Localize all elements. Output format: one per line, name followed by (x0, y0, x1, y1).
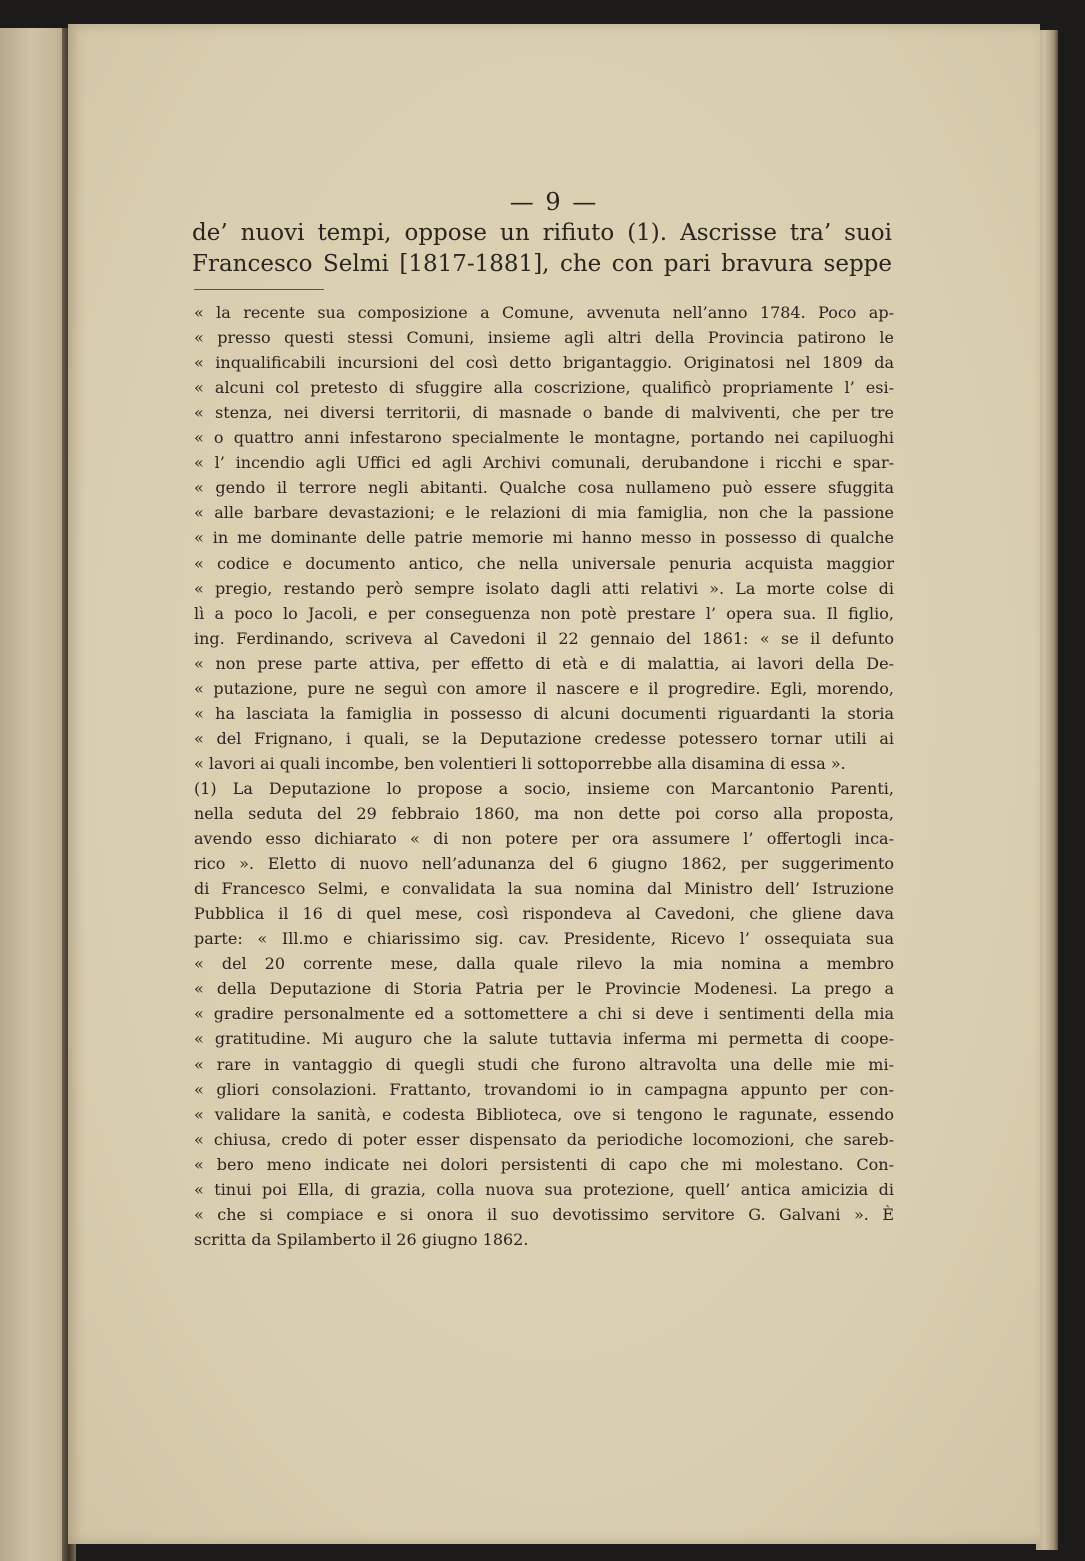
footnote-line: « l’ incendio agli Uffici ed agli Archivi comunali, derubandone i ricchi e spar- (194, 453, 894, 473)
footnote-line: « del Frignano, i quali, se la Deputazione credesse potessero tornar utili ai (194, 728, 894, 748)
footnote-line: parte: « Ill.mo e chiarissimo sig. cav. Presidente, Ricevo l’ ossequiata sua (194, 929, 894, 949)
footnote-line: « alle barbare devastazioni; e le relazioni di mia famiglia, non che la passione (194, 503, 894, 523)
footnote-line: « gliori consolazioni. Frattanto, trovandomi io in campagna appunto per con- (194, 1079, 894, 1099)
footnote-line: « ha lasciata la famiglia in possesso di alcuni documenti riguardanti la storia (194, 703, 894, 723)
footnote-line: di Francesco Selmi, e convalidata la sua nomina dal Ministro dell’ Istruzione (194, 879, 894, 899)
footnote-line: « presso questi stessi Comuni, insieme agli altri della Provincia patirono le (194, 328, 894, 348)
footnote-line: avendo esso dichiarato « di non potere per ora assumere l’ offertogli inca- (194, 829, 894, 849)
footnote-line: « putazione, pure ne seguì con amore il nascere e il progredire. Egli, morendo, (194, 678, 894, 698)
footnote-line: nella seduta del 29 febbraio 1860, ma non dette poi corso alla proposta, (194, 804, 894, 823)
footnote-line: « tinui poi Ella, di grazia, colla nuova sua protezione, quell’ antica amicizia di (194, 1179, 894, 1199)
footnote-line: « inqualificabili incursioni del così detto brigantaggio. Originatosi nel 1809 da (194, 353, 894, 373)
footnote-line: « stenza, nei diversi territorii, di masnade o bande di malviventi, che per tre (194, 403, 894, 423)
footnote-line: « codice e documento antico, che nella universale penuria acquista maggior (194, 553, 894, 573)
footnote-line: Pubblica il 16 di quel mese, così rispondeva al Cavedoni, che gliene dava (194, 904, 894, 924)
footnote-line: ing. Ferdinando, scriveva al Cavedoni il 22 gennaio del 1861: « se il defunto (194, 628, 894, 648)
footnote-line: « della Deputazione di Storia Patria per le Provincie Modenesi. La prego a (194, 979, 894, 999)
footnote-line: « rare in vantaggio di quegli studi che furono altravolta una delle mie mi- (194, 1054, 894, 1074)
footnote-line: « la recente sua composizione a Comune, avvenuta nell’anno 1784. Poco ap- (194, 303, 894, 322)
footnote-line: « pregio, restando però sempre isolato dagli atti relativi ». La morte colse di (194, 578, 894, 598)
footnote-line: « chiusa, credo di poter esser dispensato da periodiche locomozioni, che sareb- (194, 1129, 894, 1149)
footnote-line: lì a poco lo Jacoli, e per conseguenza non potè prestare l’ opera sua. Il figlio, (194, 603, 894, 623)
footnote-line: « gendo il terrore negli abitanti. Qualche cosa nullameno può essere sfuggita (194, 478, 894, 498)
footnote-line: « alcuni col pretesto di sfuggire alla coscrizione, qualificò propriamente l’ esi- (194, 378, 894, 398)
page-number: — 9 — (509, 188, 599, 216)
footnote-line: « non prese parte attiva, per effetto di età e di malattia, ai lavori della De- (194, 653, 894, 673)
footnote-line: rico ». Eletto di nuovo nell’adunanza del 6 giugno 1862, per suggerimento (194, 854, 894, 874)
footnote-line: « bero meno indicate nei dolori persistenti di capo che mi molestano. Con- (194, 1154, 894, 1174)
main-text-line: de’ nuovi tempi, oppose un rifiuto (1). Ascrisse tra’ suoi (192, 220, 892, 246)
footnote-line: « gradire personalmente ed a sottomettere a chi si deve i sentimenti della mia (194, 1004, 894, 1024)
footnote-line: « lavori ai quali incombe, ben volentieri li sottoporrebbe alla disamina di essa ». (194, 753, 846, 773)
book-page (68, 24, 1040, 1544)
footnote-line: « o quattro anni infestarono specialmente le montagne, portando nei capiluoghi (194, 428, 894, 448)
footnote-line: « che si compiace e si onora il suo devotissimo servitore G. Galvani ». È (194, 1204, 894, 1224)
footnote-line: « in me dominante delle patrie memorie mi hanno messo in possesso di qualche (194, 528, 894, 548)
main-text-line: Francesco Selmi [1817-1881], che con pari bravura seppe (192, 251, 892, 277)
footnote-line: (1) La Deputazione lo propose a socio, insieme con Marcantonio Parenti, (194, 778, 894, 798)
footnote-rule (194, 289, 324, 290)
footnote-line: « del 20 corrente mese, dalla quale rilevo la mia nomina a membro (194, 954, 894, 974)
left-page-edge (0, 28, 70, 1561)
footnote-line: « gratitudine. Mi auguro che la salute tuttavia inferma mi permetta di coope- (194, 1029, 894, 1049)
footnote-line: scritta da Spilamberto il 26 giugno 1862. (194, 1229, 529, 1249)
footnote-line: « validare la sanità, e codesta Biblioteca, ove si tengono le ragunate, essendo (194, 1104, 894, 1124)
